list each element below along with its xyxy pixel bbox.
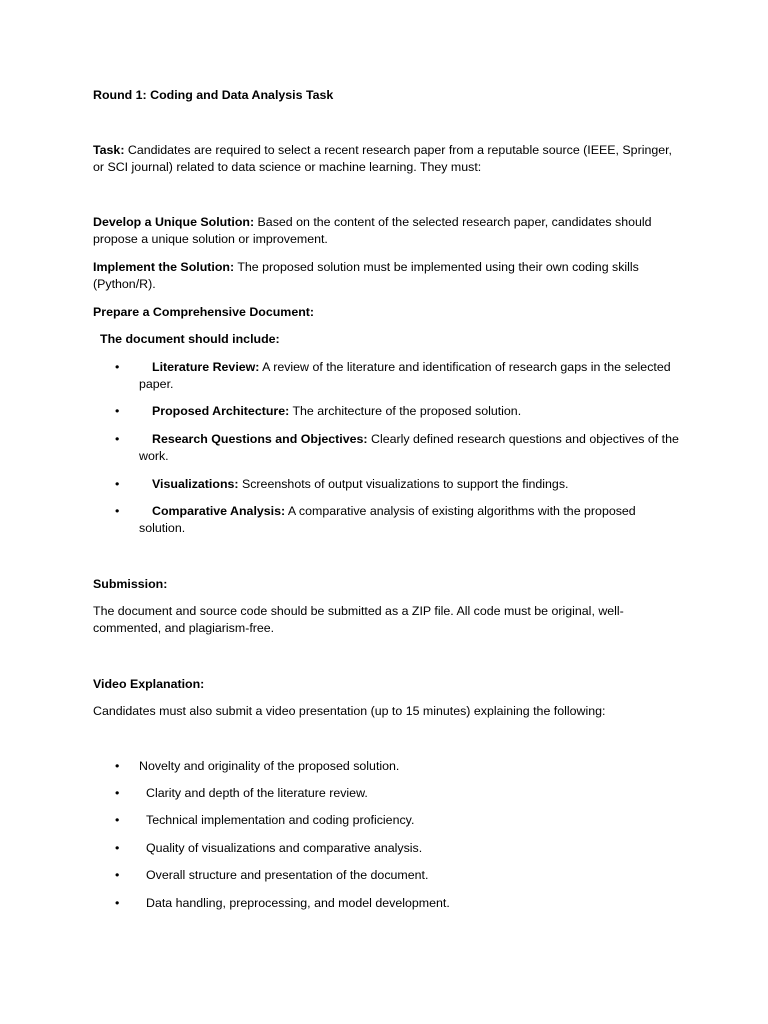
list-item: Clarity and depth of the literature review. bbox=[146, 786, 368, 800]
list-item: Overall structure and presentation of the document. bbox=[146, 868, 429, 882]
list-item: Quality of visualizations and comparative analysis. bbox=[146, 841, 423, 855]
doc-include-heading bbox=[100, 331, 685, 348]
list-item bbox=[139, 403, 679, 420]
bullet-icon: • bbox=[115, 896, 120, 910]
video-text: Candidates must also submit a video presentation (up to 15 minutes) explaining the following: bbox=[93, 704, 606, 718]
submission-paragraph bbox=[93, 603, 678, 637]
item-text: The architecture of the proposed solution. bbox=[289, 404, 522, 418]
item-label: Proposed Architecture: bbox=[152, 404, 290, 418]
item-label: Research Questions and Objectives: bbox=[152, 432, 368, 446]
item-label: Comparative Analysis: bbox=[152, 504, 286, 518]
bullet-icon: • bbox=[115, 477, 120, 491]
list-item bbox=[139, 476, 679, 493]
list-item bbox=[139, 503, 679, 537]
title-text: Round 1: Coding and Data Analysis Task bbox=[93, 88, 334, 102]
develop-label: Develop a Unique Solution: bbox=[93, 215, 255, 229]
item-text: Clearly defined research questions and objectives of the work. bbox=[139, 432, 679, 463]
page-title bbox=[93, 87, 678, 104]
bullet-icon: • bbox=[115, 868, 120, 882]
submission-heading bbox=[93, 576, 678, 593]
bullet-icon: • bbox=[115, 786, 120, 800]
submission-label: Submission: bbox=[93, 577, 168, 591]
develop-paragraph bbox=[93, 214, 678, 248]
prepare-label: Prepare a Comprehensive Document: bbox=[93, 305, 315, 319]
bullet-icon: • bbox=[115, 360, 120, 374]
implement-paragraph bbox=[93, 259, 678, 293]
bullet-icon: • bbox=[115, 841, 120, 855]
submission-text: The document and source code should be submitted as a ZIP file. All code must be original, well-commented, and plagiarism-free. bbox=[93, 604, 624, 635]
bullet-icon: • bbox=[115, 813, 120, 827]
video-paragraph bbox=[93, 703, 678, 720]
doc-include-label: The document should include: bbox=[100, 332, 280, 346]
list-item: Data handling, preprocessing, and model development. bbox=[146, 896, 450, 910]
bullet-icon: • bbox=[115, 404, 120, 418]
item-text: A review of the literature and identification of research gaps in the selected paper. bbox=[139, 360, 671, 391]
video-heading bbox=[93, 676, 678, 693]
item-text: Screenshots of output visualizations to support the findings. bbox=[238, 477, 569, 491]
task-text: Candidates are required to select a recent research paper from a reputable source (IEEE, Springer, or SCI journal) related to data science or machine learning. They must: bbox=[93, 143, 673, 174]
list-item: Technical implementation and coding proficiency. bbox=[146, 813, 415, 827]
task-label: Task: bbox=[93, 143, 125, 157]
list-item: Novelty and originality of the proposed solution. bbox=[139, 759, 400, 773]
list-item bbox=[139, 359, 679, 393]
bullet-icon: • bbox=[115, 759, 120, 773]
implement-label: Implement the Solution: bbox=[93, 260, 235, 274]
item-label: Visualizations: bbox=[152, 477, 239, 491]
bullet-icon: • bbox=[115, 504, 120, 518]
prepare-heading bbox=[93, 304, 678, 321]
video-label: Video Explanation: bbox=[93, 677, 205, 691]
item-text: A comparative analysis of existing algorithms with the proposed solution. bbox=[139, 504, 636, 535]
bullet-icon: • bbox=[115, 432, 120, 446]
list-item bbox=[139, 431, 679, 465]
task-paragraph bbox=[93, 142, 678, 176]
develop-text: Based on the content of the selected research paper, candidates should propose a unique solution or improvement. bbox=[93, 215, 652, 246]
item-label: Literature Review: bbox=[152, 360, 260, 374]
implement-text: The proposed solution must be implemented using their own coding skills (Python/R). bbox=[93, 260, 639, 291]
